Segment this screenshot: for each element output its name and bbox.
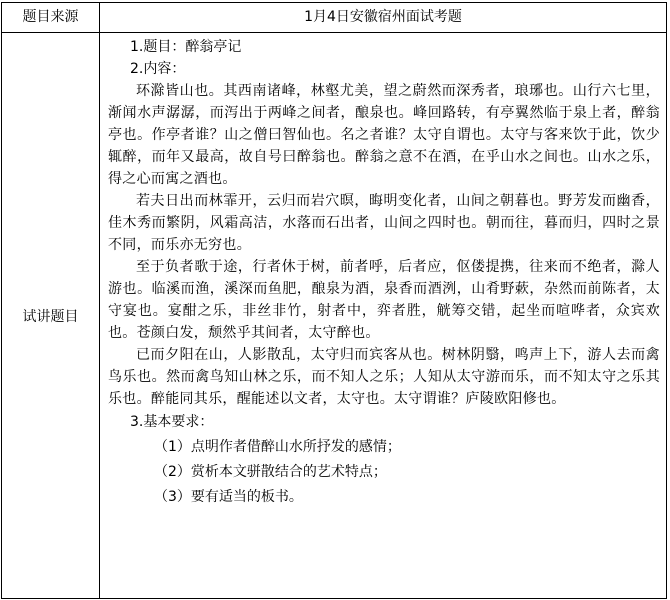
requirement-item-2: （2）赏析本文骈散结合的艺术特点； bbox=[154, 464, 387, 480]
requirements-heading: 3.基本要求： bbox=[130, 414, 214, 430]
source-label-cell: 题目来源 bbox=[2, 3, 100, 33]
text-paragraph-1: 环滁皆山也。其西南诸峰，林壑尤美，望之蔚然而深秀者，琅琊也。山行六七里，渐闻水声潺潺，而泻出于两峰之间者，酿泉也。峰回路转，有亭翼然临于泉上者，醉翁亭也。作亭者谁？山之僧曰智仙也。名之者谁？太守自谓也。太守与客来饮于此，饮少辄醉，而年又最高，故自号曰醉翁也。醉翁之意不在酒，在乎山水之间也。山水之乐，得之心而寓之酒也。 bbox=[108, 83, 660, 187]
topic-label-cell: 试讲题目 bbox=[2, 33, 100, 599]
source-value-cell: 1月4日安徽宿州面试考题 bbox=[100, 3, 667, 33]
text-paragraph-3: 至于负者歌于途，行者休于树，前者呼，后者应，伛偻提携，往来而不绝者，滁人游也。临溪而渔，溪深而鱼肥，酿泉为酒，泉香而酒洌，山肴野蔌，杂然而前陈者，太守宴也。宴酣之乐，非丝非竹，射者中，弈者胜，觥筹交错，起坐而喧哗者，众宾欢也。苍颜白发，颓然乎其间者，太守醉也。 bbox=[108, 259, 660, 341]
text-paragraph-2: 若夫日出而林霏开，云归而岩穴暝，晦明变化者，山间之朝暮也。野芳发而幽香，佳木秀而繁阴，风霜高洁，水落而石出者，山间之四时也。朝而往，暮而归，四时之景不同，而乐亦无穷也。 bbox=[108, 193, 660, 253]
topic-content-cell bbox=[100, 33, 667, 599]
topic-row bbox=[2, 33, 667, 599]
text-paragraph-4: 已而夕阳在山，人影散乱，太守归而宾客从也。树林阴翳，鸣声上下，游人去而禽鸟乐也。然而禽鸟知山林之乐，而不知人之乐；人知从太守游而乐，而不知太守之乐其乐也。醉能同其乐，醒能述以文者，太守也。太守谓谁？庐陵欧阳修也。 bbox=[108, 347, 660, 407]
title-line: 1.题目：醉翁亭记 bbox=[130, 39, 242, 55]
requirement-item-3: （3）要有适当的板书。 bbox=[154, 489, 303, 505]
header-row bbox=[2, 3, 667, 33]
requirement-item-1: （1）点明作者借醉山水所抒发的感情； bbox=[154, 439, 401, 455]
exam-table bbox=[1, 2, 667, 599]
content-heading: 2.内容： bbox=[130, 61, 186, 77]
